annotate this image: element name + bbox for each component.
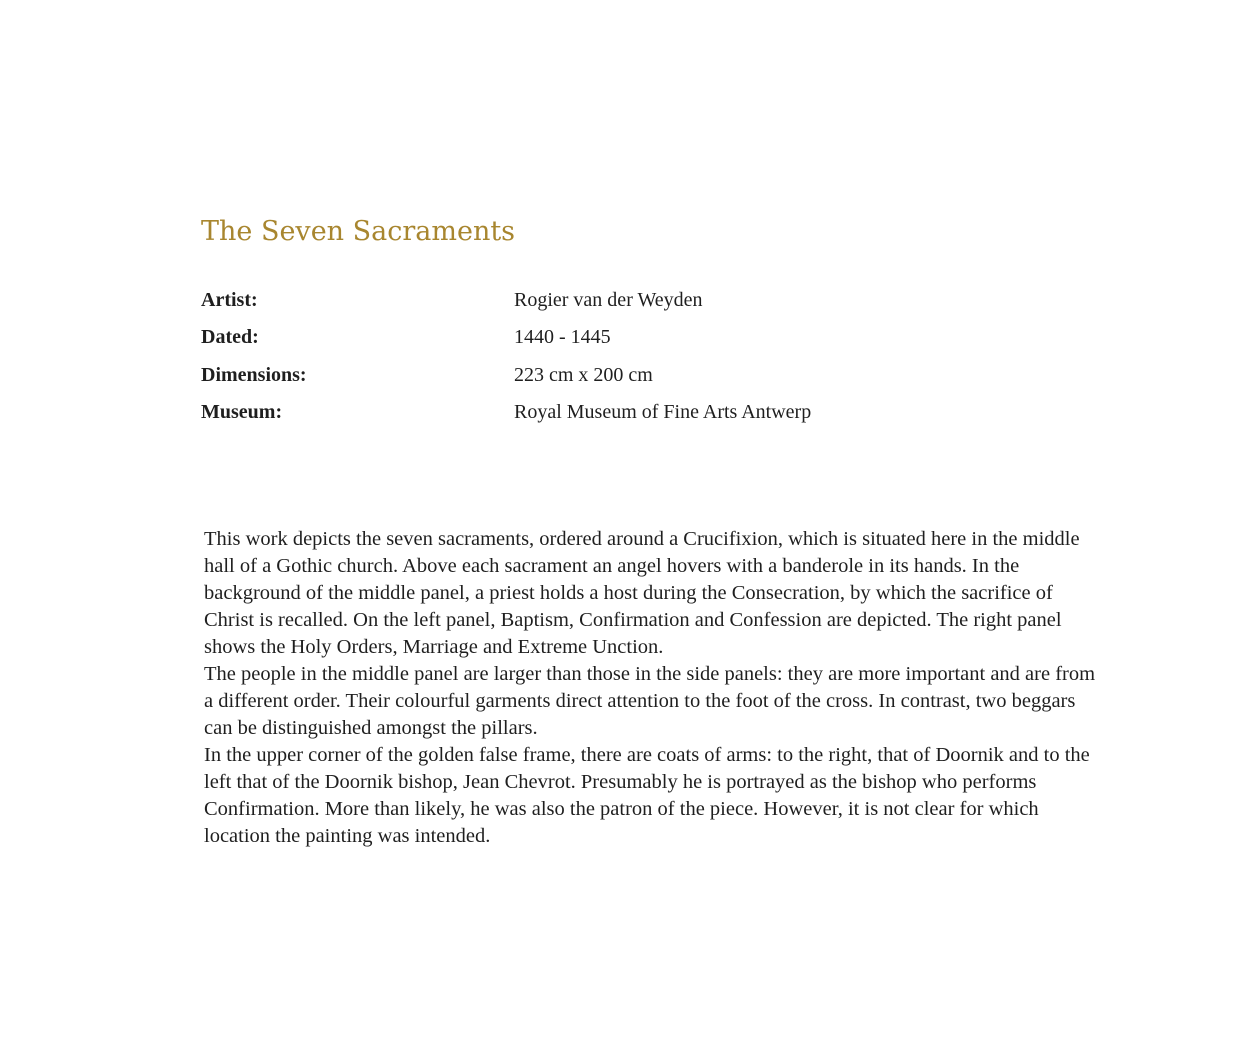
artwork-description — [204, 526, 1104, 850]
detail-row-museum — [201, 394, 901, 431]
detail-label: Artist: — [201, 289, 258, 312]
description-paragraph: This work depicts the seven sacraments, ordered around a Crucifixion, which is situated here in the middle hall of a Gothic church. Above each sacrament an angel hovers with a banderole in its hands. In the background of the middle panel, a priest holds a host during the Consecration, by which the sacrifice of Christ is recalled. On the left panel, Baptism, Confirmation and Confession are depicted. The right panel shows the Holy Orders, Marriage and Extreme Unction. — [204, 528, 1080, 658]
description-paragraph: In the upper corner of the golden false frame, there are coats of arms: to the right, that of Doornik and to the left that of the Doornik bishop, Jean Chevrot. Presumably he is portrayed as the bishop who performs Confirmation. More than likely, he was also the patron of the piece. However, it is not clear for which location the painting was intended. — [204, 744, 1090, 847]
museum-value: Royal Museum of Fine Arts Antwerp — [514, 401, 812, 424]
dated-value: 1440 - 1445 — [514, 326, 611, 349]
description-paragraph: The people in the middle panel are larger than those in the side panels: they are more important and are from a different order. Their colourful garments direct attention to the foot of the cross. In contrast, two beggars can be distinguished amongst the pillars. — [204, 663, 1096, 739]
detail-row-dimensions — [201, 357, 901, 394]
dimensions-value: 223 cm x 200 cm — [514, 363, 653, 386]
artist-value: Rogier van der Weyden — [514, 289, 703, 312]
detail-label: Dimensions: — [201, 363, 307, 386]
artwork-details — [201, 282, 901, 431]
detail-label: Museum: — [201, 401, 283, 424]
artwork-title: The Seven Sacraments — [201, 216, 516, 247]
detail-label: Dated: — [201, 326, 259, 349]
detail-row-dated — [201, 319, 901, 356]
detail-row-artist — [201, 282, 901, 319]
